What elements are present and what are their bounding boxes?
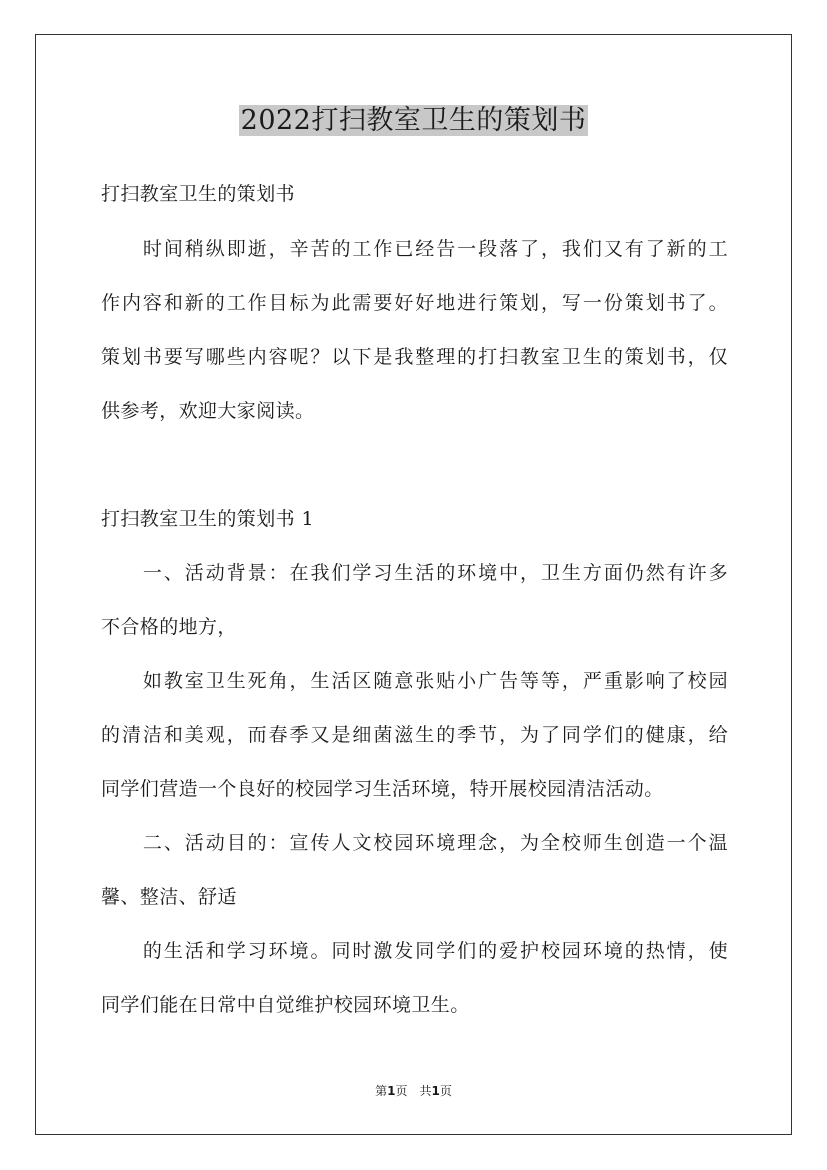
section-heading: 打扫教室卫生的策划书 1 <box>101 508 314 530</box>
page-footer <box>0 1083 827 1099</box>
paragraph-line: 的清洁和美观，而春季又是细菌滋生的季节，为了同学们的健康，给 <box>101 724 728 746</box>
paragraph-line: 不合格的地方， <box>101 616 237 638</box>
document-title <box>0 100 827 142</box>
paragraph-line: 时间稍纵即逝，辛苦的工作已经告一段落了，我们又有了新的工 <box>101 238 728 260</box>
paragraph-line: 二、活动目的：宣传人文校园环境理念，为全校师生创造一个温 <box>101 832 728 854</box>
paragraph-line: 馨、整洁、舒适 <box>101 886 237 908</box>
paragraph-line: 同学们能在日常中自觉维护校园环境卫生。 <box>101 994 470 1016</box>
document-title-text: 2022打扫教室卫生的策划书 <box>240 105 587 136</box>
footer-page-prefix: 第 <box>375 1084 388 1098</box>
paragraph-line: 策划书要写哪些内容呢？以下是我整理的打扫教室卫生的策划书，仅 <box>101 346 728 368</box>
paragraph-line: 作内容和新的工作目标为此需要好好地进行策划，写一份策划书了。 <box>101 292 728 314</box>
paragraph-line: 一、活动背景：在我们学习生活的环境中，卫生方面仍然有许多 <box>101 562 728 584</box>
paragraph-line: 的生活和学习环境。同时激发同学们的爱护校园环境的热情，使 <box>101 940 728 962</box>
paragraph-line: 供参考，欢迎大家阅读。 <box>101 400 315 422</box>
footer-page-suffix: 页 <box>439 1084 452 1098</box>
footer-page-mid: 页 共 <box>395 1084 432 1098</box>
paragraph-line: 同学们营造一个良好的校园学习生活环境，特开展校园清洁活动。 <box>101 778 664 800</box>
footer-page-total: 1 <box>431 1084 440 1098</box>
footer-page-number: 1 <box>387 1084 396 1098</box>
section-heading: 打扫教室卫生的策划书 <box>101 183 296 205</box>
paragraph-line: 如教室卫生死角，生活区随意张贴小广告等等，严重影响了校园 <box>101 670 728 692</box>
